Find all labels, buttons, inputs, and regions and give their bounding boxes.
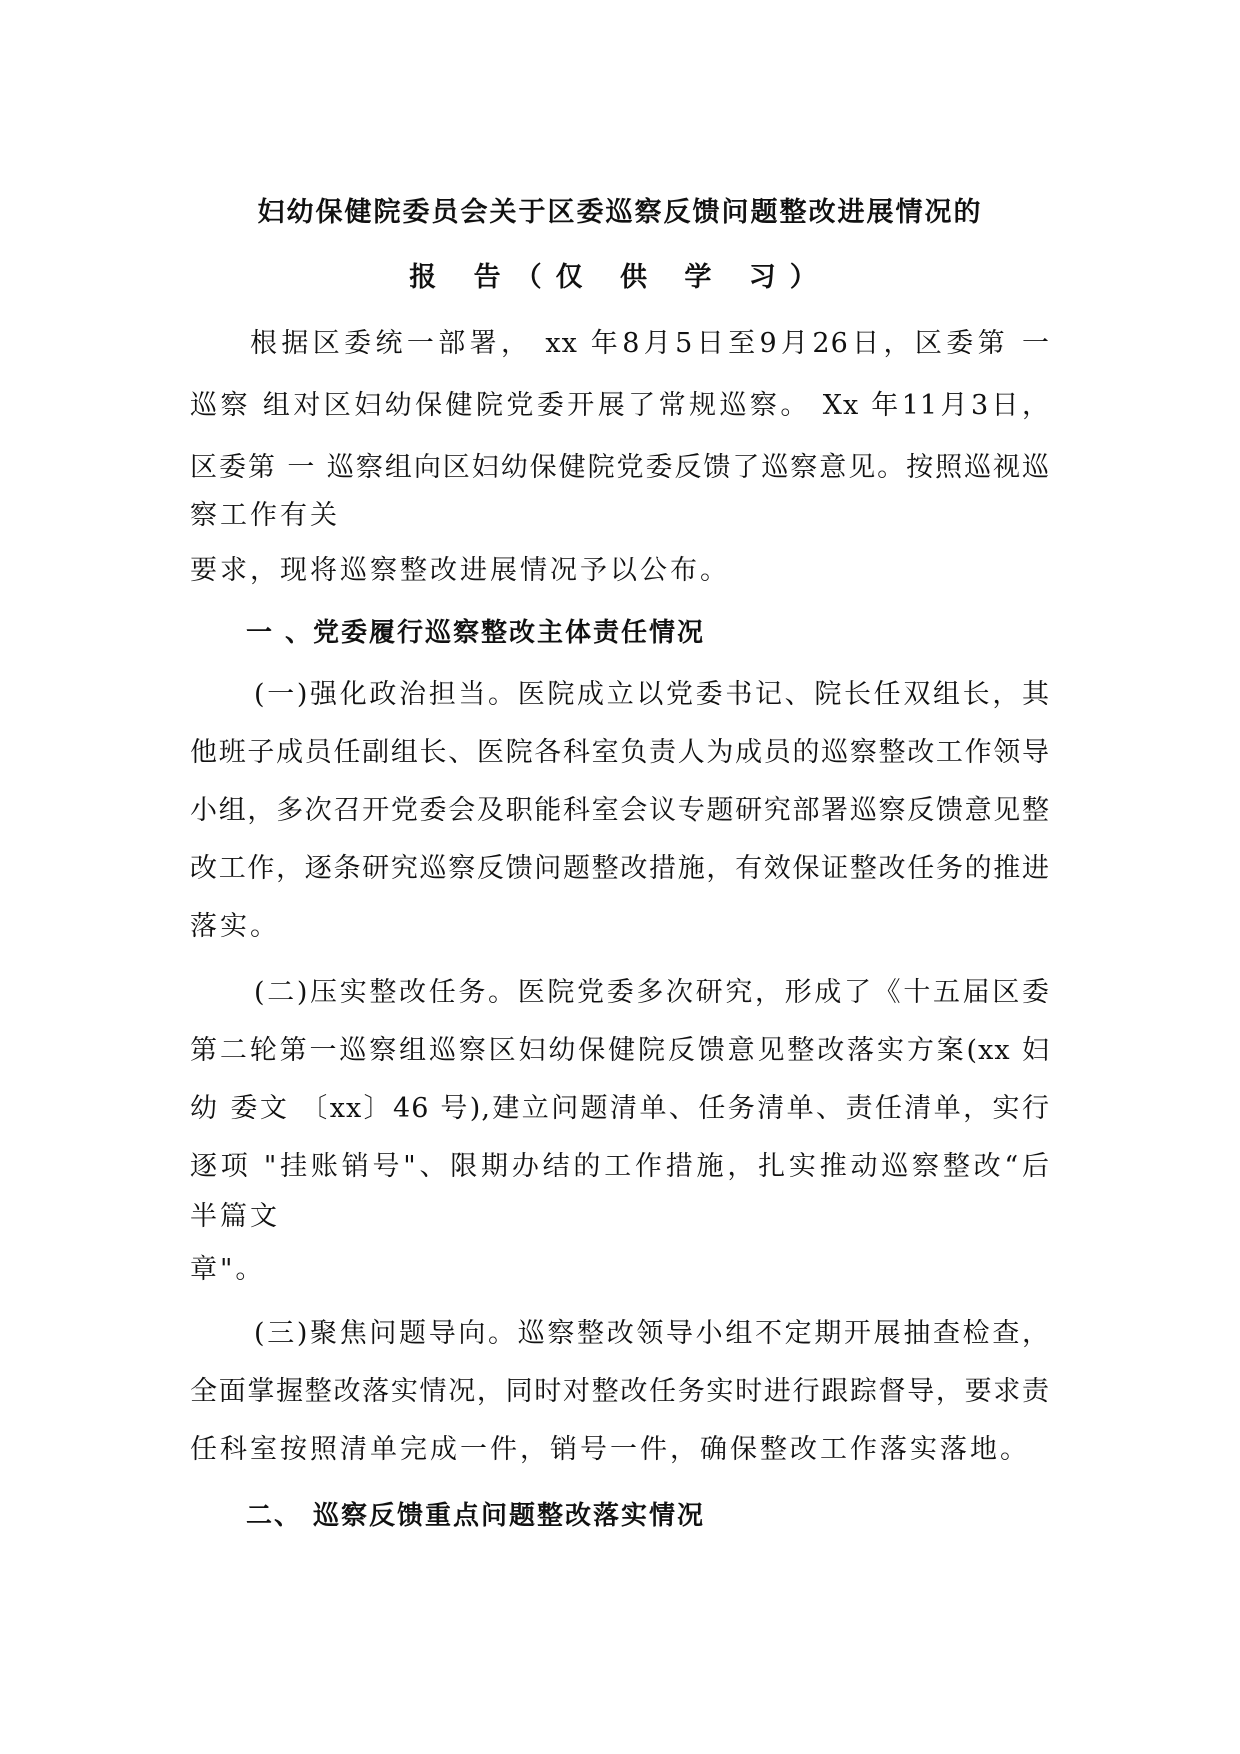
para-2-line-3: 幼 委文 〔xx〕46 号),建立问题清单、任务清单、责任清单，实行 <box>190 1093 1050 1124</box>
intro-line-3: 区委第 一 巡察组向区妇幼保健院党委反馈了巡察意见。按照巡视巡 <box>190 452 1050 483</box>
para-1-line-2: 他班子成员任副组长、医院各科室负责人为成员的巡察整改工作领导 <box>190 737 1050 768</box>
section-1-heading: 一 、党委履行巡察整改主体责任情况 <box>246 618 706 648</box>
para-3-line-3: 任科室按照清单完成一件，销号一件，确保整改工作落实落地。 <box>190 1434 1030 1465</box>
para-3-line-1: (三)聚焦问题导向。巡察整改领导小组不定期开展抽查检查， <box>254 1318 1050 1349</box>
intro-line-4: 察工作有关 <box>190 500 340 531</box>
para-2-line-5: 半篇文 <box>190 1201 280 1232</box>
para-1-line-4: 改工作，逐条研究巡察反馈问题整改措施，有效保证整改任务的推进 <box>190 853 1050 884</box>
intro-line-2: 巡察 组对区妇幼保健院党委开展了常规巡察。 Xx 年11月3日， <box>190 390 1050 421</box>
para-1-line-1: (一)强化政治担当。医院成立以党委书记、院长任双组长，其 <box>254 679 1050 710</box>
intro-line-1: 根据区委统一部署， xx 年8月5日至9月26日，区委第 一 <box>250 328 1050 359</box>
para-2-line-2: 第二轮第一巡察组巡察区妇幼保健院反馈意见整改落实方案(xx 妇 <box>190 1035 1050 1066</box>
intro-line-5: 要求，现将巡察整改进展情况予以公布。 <box>190 555 730 586</box>
para-2-line-6: 章"。 <box>190 1254 266 1285</box>
para-2-line-1: (二)压实整改任务。医院党委多次研究，形成了《十五届区委 <box>254 977 1050 1008</box>
document-title-line-1: 妇幼保健院委员会关于区委巡察反馈问题整改进展情况的 <box>257 197 983 228</box>
section-2-heading: 二、 巡察反馈重点问题整改落实情况 <box>246 1501 706 1531</box>
para-1-line-3: 小组，多次召开党委会及职能科室会议专题研究部署巡察反馈意见整 <box>190 795 1050 826</box>
document-title-line-2: 报 告（仅 供 学 习） <box>409 262 831 293</box>
para-2-line-4: 逐项 "挂账销号"、限期办结的工作措施，扎实推动巡察整改“后 <box>190 1151 1050 1182</box>
para-3-line-2: 全面掌握整改落实情况，同时对整改任务实时进行跟踪督导，要求责 <box>190 1376 1050 1407</box>
para-1-line-5: 落实。 <box>190 911 280 942</box>
